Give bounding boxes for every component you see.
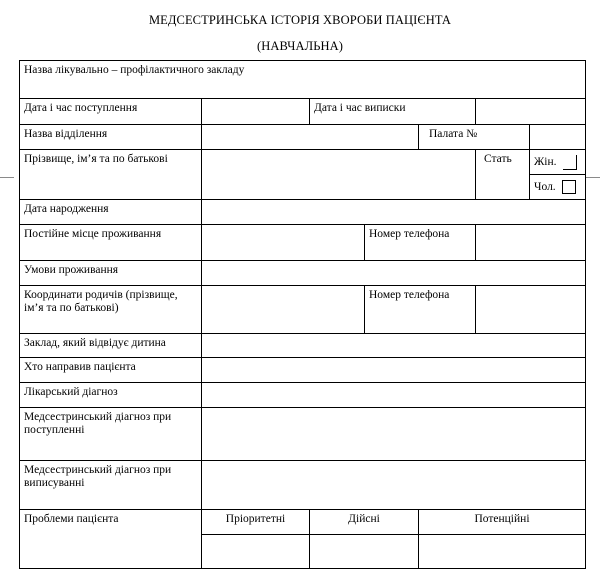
discharge-label-cell [309, 98, 475, 124]
admission-label: Дата і час поступлення [24, 102, 138, 114]
full-name-label-cell [19, 149, 201, 199]
actual-label: Дійсні [348, 513, 380, 525]
document-subtitle: (НАВЧАЛЬНА) [256, 39, 344, 53]
male-checkbox[interactable] [562, 180, 576, 194]
document-title: МЕДСЕСТРИНСЬКА ІСТОРІЯ ХВОРОБИ ПАЦІЄНТА [148, 13, 452, 27]
medical-diagnosis-label: Лікарський діагноз [24, 386, 118, 398]
address-input[interactable] [201, 224, 364, 260]
full-name-label: Прізвище, ім’я та по батькові [24, 153, 168, 165]
sex-label: Стать [484, 153, 512, 165]
medical-diagnosis-input[interactable] [201, 382, 585, 407]
ward-label: Палата № [429, 128, 478, 140]
institution-field[interactable] [19, 60, 585, 98]
birth-date-label-cell [19, 199, 201, 224]
male-label: Чол. [534, 180, 556, 193]
school-label: Заклад, який відвідує дитина [24, 337, 166, 349]
form-right-border [585, 60, 586, 569]
referred-by-label: Хто направив пацієнта [24, 361, 136, 373]
nursing-diagnosis-discharge-input[interactable] [201, 460, 585, 509]
female-label: Жін. [534, 155, 557, 168]
nursing-diagnosis-discharge-label-cell [19, 460, 201, 509]
admission-input[interactable] [201, 98, 309, 124]
relatives-label: Координати родичів (прізвище, ім’я та по батькові) [24, 289, 178, 314]
page-edge-line-right [586, 177, 600, 178]
nursing-diagnosis-admission-label-cell [19, 407, 201, 460]
living-conditions-label-cell [19, 260, 201, 285]
living-conditions-input[interactable] [201, 260, 585, 285]
female-option[interactable] [529, 149, 585, 174]
page-edge-line-left [0, 177, 14, 178]
phone-input[interactable] [475, 224, 585, 260]
ward-label-cell [418, 124, 529, 149]
address-label-cell [19, 224, 201, 260]
potential-label: Потенційні [474, 513, 530, 525]
priority-label: Пріоритетні [225, 513, 286, 525]
department-label: Назва відділення [24, 128, 108, 140]
school-input[interactable] [201, 333, 585, 357]
department-input[interactable] [201, 124, 418, 149]
birth-date-label: Дата народження [24, 203, 109, 215]
birth-date-input[interactable] [201, 199, 585, 224]
nursing-diagnosis-discharge-label: Медсестринський діагноз при виписуванні [24, 464, 172, 489]
referred-by-input[interactable] [201, 357, 585, 382]
nursing-diagnosis-admission-label: Медсестринський діагноз при поступленні [24, 411, 172, 436]
discharge-input[interactable] [475, 98, 585, 124]
ward-input[interactable] [529, 124, 585, 149]
referred-by-label-cell [19, 357, 201, 382]
relatives-label-cell [19, 285, 201, 333]
problems-label-cell [19, 509, 201, 569]
full-name-input[interactable] [201, 149, 475, 199]
female-checkbox[interactable] [563, 155, 577, 170]
relatives-input[interactable] [201, 285, 364, 333]
nursing-diagnosis-admission-input[interactable] [201, 407, 585, 460]
institution-label: Назва лікувально – профілактичного закладу [24, 64, 245, 76]
priority-header [201, 509, 309, 534]
sex-label-cell [475, 149, 529, 199]
actual-problems-input[interactable] [309, 534, 418, 569]
relatives-phone-input[interactable] [475, 285, 585, 333]
address-label: Постійне місце проживання [24, 228, 162, 240]
phone-label-cell [364, 224, 475, 260]
problems-label: Проблеми пацієнта [24, 513, 119, 525]
admission-label-cell [19, 98, 201, 124]
male-option[interactable] [529, 174, 585, 199]
phone-label-cell-2 [364, 285, 475, 333]
patient-form [19, 60, 586, 569]
potential-header [418, 509, 585, 534]
potential-problems-input[interactable] [418, 534, 585, 569]
priority-problems-input[interactable] [201, 534, 309, 569]
school-label-cell [19, 333, 201, 357]
phone-label: Номер телефона [369, 228, 450, 240]
living-conditions-label: Умови проживання [24, 264, 119, 276]
discharge-label: Дата і час виписки [314, 102, 406, 114]
phone-label-2: Номер телефона [369, 289, 450, 301]
medical-diagnosis-label-cell [19, 382, 201, 407]
actual-header [309, 509, 418, 534]
department-label-cell [19, 124, 201, 149]
